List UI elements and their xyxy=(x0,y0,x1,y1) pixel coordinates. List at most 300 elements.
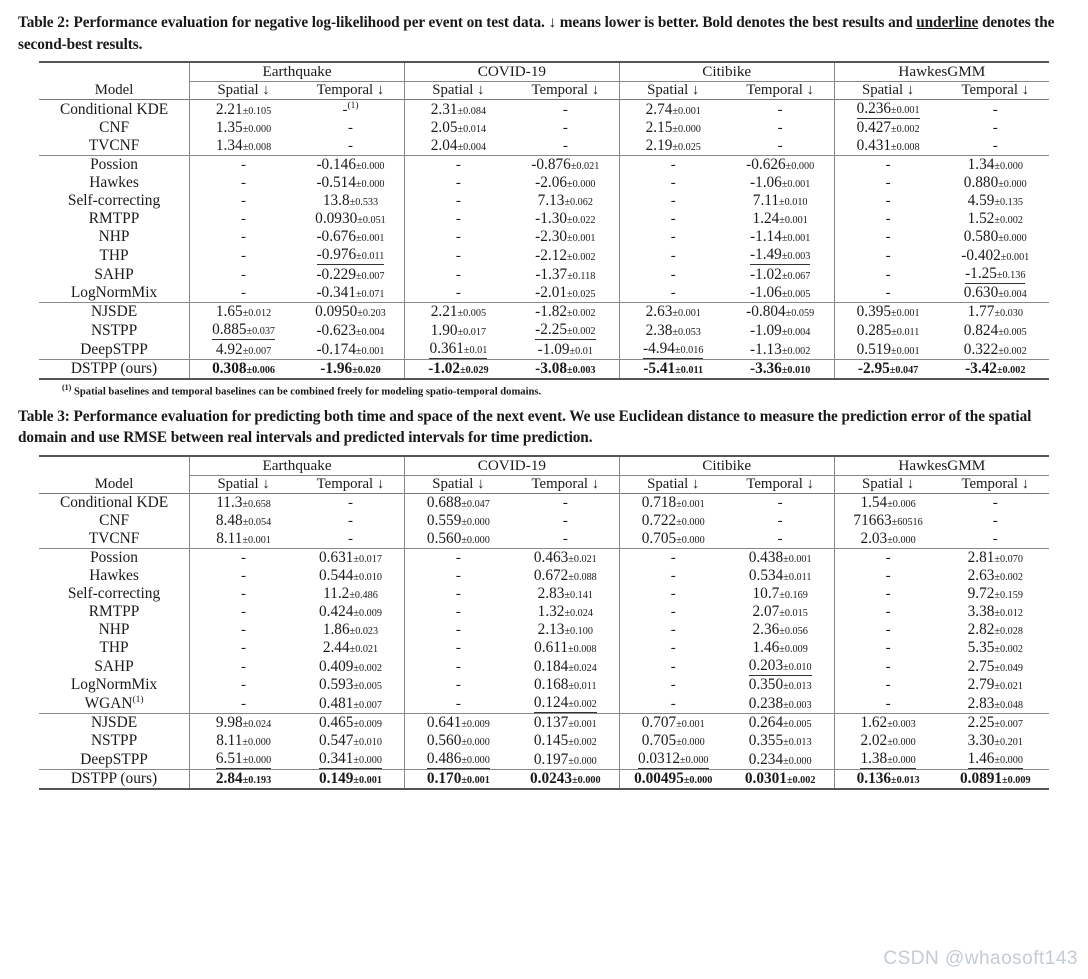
table2-value xyxy=(535,321,595,340)
table2-value xyxy=(538,192,593,210)
table2-value xyxy=(646,137,701,155)
table2-cell xyxy=(619,360,726,380)
table3-cell xyxy=(942,549,1049,568)
table3-cell xyxy=(404,714,511,733)
table3-empty-value: - xyxy=(455,658,461,675)
table3-row xyxy=(39,750,1049,770)
table2-value xyxy=(746,303,814,321)
table2-value xyxy=(968,303,1023,321)
table3-value-std: ±0.021 xyxy=(349,644,379,656)
table2-value xyxy=(531,156,599,174)
table2-value-mean: 2.74 xyxy=(645,100,673,118)
table3-empty-value: - xyxy=(992,495,998,512)
table2-empty-value: - xyxy=(455,175,461,192)
table3-value xyxy=(638,750,709,769)
table2-value xyxy=(216,119,271,137)
table3-value-std: ±0.047 xyxy=(461,499,490,511)
table2-model-name: NHP xyxy=(98,228,130,246)
table2-value-std: ±0.047 xyxy=(889,365,919,377)
table2-cell xyxy=(834,174,941,192)
table2-value-std: ±0.003 xyxy=(781,251,811,263)
table2-row xyxy=(39,137,1049,156)
table2-value-mean: -3.36 xyxy=(749,360,782,378)
table2-value-mean: -0.229 xyxy=(316,265,356,283)
table2-value-mean: -0.623 xyxy=(316,321,356,339)
table2-value-mean: 0.285 xyxy=(856,321,892,339)
table3-value-std: ±0.002 xyxy=(994,644,1023,656)
table3-value xyxy=(427,512,490,530)
table3-value-mean: 2.79 xyxy=(967,676,995,694)
table2-value-mean: -0.514 xyxy=(316,174,356,192)
table2-empty-value: - xyxy=(342,101,348,118)
table3-cell xyxy=(727,676,834,694)
table3-empty-value: - xyxy=(777,531,783,548)
table2-value xyxy=(858,360,918,378)
table2-cell xyxy=(404,174,511,192)
table3-value-std: ±0.010 xyxy=(353,737,382,749)
table3-value-mean: 2.81 xyxy=(967,549,995,567)
table3-value-mean: 0.341 xyxy=(319,750,354,768)
table2-empty-value: - xyxy=(455,247,461,264)
table3-value-mean: 8.11 xyxy=(216,530,243,548)
table2-cell xyxy=(512,246,619,265)
table3-value xyxy=(216,770,271,788)
table3-empty-value: - xyxy=(670,604,676,621)
table3-value-mean: 0.00495 xyxy=(634,770,684,788)
table3-cell xyxy=(619,530,726,549)
table2-value-mean: 0.885 xyxy=(212,321,247,339)
table3-value-std: ±0.028 xyxy=(994,626,1023,638)
table2-row xyxy=(39,228,1049,246)
table3-cell xyxy=(404,549,511,568)
table2-cell xyxy=(190,228,297,246)
table3-model-name: Hawkes xyxy=(89,567,139,585)
table3-cell xyxy=(512,494,619,513)
table2-value xyxy=(316,341,384,359)
table3-value-mean: 2.75 xyxy=(967,657,995,675)
table2-value xyxy=(323,192,378,210)
table2-metric-header-row xyxy=(39,82,1049,100)
table3-value-std: ±0.007 xyxy=(994,719,1023,731)
table2-empty-value: - xyxy=(670,229,676,246)
table2-model-name: DeepSTPP xyxy=(80,340,148,358)
table3-cell xyxy=(619,494,726,513)
table3-value xyxy=(538,585,593,603)
table2-empty-value: - xyxy=(670,266,676,283)
table2-value xyxy=(750,322,810,340)
table2-empty-value: - xyxy=(885,175,891,192)
table3-empty-value: - xyxy=(885,640,891,657)
table3-model-name: NSTPP xyxy=(90,732,138,750)
table2-caption-prefix: Table 2: Performance evaluation for negative log-likelihood per event on test data. ↓ means lower is better. Bold denotes the best results and xyxy=(18,14,917,31)
table3-value-std: ±0.007 xyxy=(353,699,382,711)
table3-value xyxy=(753,639,808,657)
table2-row xyxy=(39,321,1049,340)
table2-value xyxy=(317,246,385,265)
table3-value xyxy=(642,494,705,512)
table3-value-std: ±0.002 xyxy=(568,699,597,711)
table2-cell xyxy=(727,174,834,192)
table3-value xyxy=(968,714,1023,732)
table2-value-std: ±0.533 xyxy=(349,197,379,209)
table2-cell xyxy=(834,228,941,246)
table3-value-mean: 0.197 xyxy=(533,750,569,768)
table3-row xyxy=(39,657,1049,676)
table2-value-std: ±0.001 xyxy=(355,233,385,245)
table3-value-mean: 0.350 xyxy=(748,676,784,694)
table2-cell xyxy=(942,192,1049,210)
table2-empty-value: - xyxy=(241,285,247,302)
table2-row xyxy=(39,100,1049,120)
table2-value-mean: -3.08 xyxy=(535,360,567,378)
table2-value-std: ±0.004 xyxy=(998,289,1027,301)
table2-model-name: Conditional KDE xyxy=(39,100,190,120)
table3-value-std: ±0.015 xyxy=(779,608,808,620)
table3-cell xyxy=(942,694,1049,714)
table3-value xyxy=(534,732,597,750)
table3-value-mean: 1.46 xyxy=(967,750,995,768)
table3-caption: Table 3: Performance evaluation for predicting both time and space of the next event. We use Euclidean distance to measure the prediction error of the spatial domain and use RMSE between real intervals and predicted intervals for time prediction. xyxy=(18,407,1032,447)
table2-cell xyxy=(297,156,404,175)
table2-value xyxy=(750,174,810,192)
table3-cell xyxy=(404,530,511,549)
table3-row xyxy=(39,621,1049,639)
table2-empty-value: - xyxy=(992,101,998,118)
table3-value xyxy=(319,750,382,769)
table2-value xyxy=(535,266,595,284)
table3-empty-value: - xyxy=(562,531,568,548)
table2-cell xyxy=(190,340,297,360)
table2-model-name: TVCNF xyxy=(88,137,140,155)
table3-dataset-covid-19: COVID-19 xyxy=(404,456,619,476)
table2-cell xyxy=(942,303,1049,322)
table3-value-std: ±0.001 xyxy=(783,554,812,566)
table2-cell xyxy=(619,265,726,284)
table3-value xyxy=(216,530,271,548)
table3-value xyxy=(530,770,601,788)
table2-value xyxy=(212,360,275,378)
table3-cell xyxy=(619,567,726,585)
table3-value xyxy=(745,770,816,788)
table3-value xyxy=(427,714,490,732)
table2-value-mean: 0.361 xyxy=(429,340,464,358)
table3-value xyxy=(753,603,808,621)
table2-value xyxy=(535,247,595,265)
table2-value xyxy=(750,341,810,359)
table3-cell xyxy=(942,567,1049,585)
table3-value-mean: 11.3 xyxy=(216,494,243,512)
table2-value xyxy=(535,174,595,192)
table3-cell xyxy=(619,657,726,676)
table3-model-name: Self-correcting xyxy=(67,585,161,603)
table3-value-mean: 0.0312 xyxy=(637,750,681,768)
table3-cell xyxy=(619,639,726,657)
table3-cell xyxy=(727,639,834,657)
table3-cell xyxy=(297,770,404,790)
table2-cell xyxy=(297,174,404,192)
table2-empty-value: - xyxy=(241,157,247,174)
table3-model-name: TVCNF xyxy=(88,530,140,548)
table2-cell xyxy=(297,192,404,210)
table2-value xyxy=(968,192,1023,210)
table3-value-mean: 0.486 xyxy=(426,750,462,768)
table2-cell xyxy=(512,137,619,156)
table2-value xyxy=(646,322,701,340)
table3-value xyxy=(968,732,1023,750)
table3-value-mean: 0.238 xyxy=(748,694,784,712)
table2-value-std: ±0.012 xyxy=(242,308,272,320)
table2-value-mean: 0.580 xyxy=(963,228,999,246)
table2-cell xyxy=(942,284,1049,303)
table3-row xyxy=(39,639,1049,657)
table3-value xyxy=(968,750,1023,769)
table3-cell xyxy=(190,549,297,568)
table2-empty-value: - xyxy=(670,175,676,192)
table2-value xyxy=(431,322,486,340)
table3-value xyxy=(216,714,271,732)
table2-value-std: ±0.011 xyxy=(675,365,704,377)
table3-value-mean: 0.705 xyxy=(641,732,677,750)
footnote-text: Spatial baselines and temporal baselines can be combined freely for modeling spatio-temporal domains. xyxy=(73,386,542,398)
table3-value xyxy=(968,676,1023,694)
table3-value-mean: 0.264 xyxy=(748,714,784,732)
table3-empty-value: - xyxy=(885,695,891,712)
table3-row xyxy=(39,494,1049,513)
table3-cell xyxy=(512,657,619,676)
table2-cell xyxy=(297,265,404,284)
table2-value-mean: 0.236 xyxy=(856,100,892,118)
table3-value-mean: 0.0301 xyxy=(744,770,787,788)
table2-value-mean: 1.90 xyxy=(430,321,458,339)
table3-value xyxy=(534,751,597,769)
table3-value-std: ±0.021 xyxy=(994,681,1023,693)
table3-empty-value: - xyxy=(455,695,461,712)
table2-cell xyxy=(834,210,941,228)
table3-cell xyxy=(619,732,726,750)
table3-empty-value: - xyxy=(241,550,247,567)
table3-value xyxy=(860,530,915,548)
table3-cell xyxy=(727,585,834,603)
table2-cell xyxy=(619,210,726,228)
table3-cell xyxy=(190,714,297,733)
table3-value-std: ±0.000 xyxy=(568,755,597,767)
table2-cell xyxy=(834,156,941,175)
table2-footnote xyxy=(62,383,1070,399)
table2-value-std: ±0.01 xyxy=(463,345,488,357)
table3-value-mean: 0.722 xyxy=(641,512,677,530)
table2-dataset-header-row xyxy=(39,62,1049,82)
table3-value xyxy=(749,676,812,694)
table2-value-std: ±0.002 xyxy=(998,345,1027,357)
table3-value xyxy=(753,621,808,639)
table2-model-name: Hawkes xyxy=(89,174,139,192)
table2-value xyxy=(968,210,1023,228)
table3-colheader-covid-19-temporal: Temporal ↓ xyxy=(531,476,600,493)
table3-cell xyxy=(190,494,297,513)
table3-value-std: ±0.002 xyxy=(353,662,382,674)
table2-cell xyxy=(512,119,619,137)
table2-value xyxy=(643,340,703,359)
table2-value-std: ±0.004 xyxy=(355,326,385,338)
table3-value-std: ±0.005 xyxy=(783,719,812,731)
table3-row xyxy=(39,603,1049,621)
table3-value-std: ±0.013 xyxy=(783,681,812,693)
table2-value xyxy=(750,360,810,378)
table2-empty-value: - xyxy=(241,247,247,264)
table3-value-mean: 2.83 xyxy=(967,694,995,712)
table3-value-std: ±0.011 xyxy=(568,681,597,693)
table2-cell xyxy=(297,321,404,340)
table3-cell xyxy=(834,714,941,733)
table3-value-std: ±0.658 xyxy=(242,499,271,511)
table3-value-std: ±0.009 xyxy=(353,608,382,620)
table2-model-name: DSTPP (ours) xyxy=(39,360,190,380)
table2-cell xyxy=(297,340,404,360)
table3-colheader-earthquake-spatial: Spatial ↓ xyxy=(190,476,297,494)
table2-value-std: ±0.001 xyxy=(781,179,811,191)
table2-row xyxy=(39,284,1049,303)
table3-cell xyxy=(297,494,404,513)
table3-cell xyxy=(942,603,1049,621)
table2-empty-value: - xyxy=(241,175,247,192)
table3-value xyxy=(319,603,382,621)
table2-cell xyxy=(297,210,404,228)
table2-value-mean: -0.626 xyxy=(746,156,786,174)
table3-cell xyxy=(297,567,404,585)
table3-value-mean: 2.44 xyxy=(322,639,350,657)
table3-empty-value: - xyxy=(885,550,891,567)
table3-value-std: ±0.000 xyxy=(680,755,709,767)
table3-value xyxy=(642,512,705,530)
table3-value-std: ±0.000 xyxy=(887,755,916,767)
table3-value xyxy=(319,732,382,750)
table2-cell xyxy=(404,137,511,156)
table2-value-std: ±0.000 xyxy=(355,161,385,173)
table3-value xyxy=(534,567,597,585)
table2-value-mean: 7.11 xyxy=(752,192,779,210)
table3-empty-value: - xyxy=(670,550,676,567)
table2-model-name: Possion xyxy=(39,156,190,175)
table3-value-std: ±0.000 xyxy=(461,755,490,767)
table2-cell xyxy=(190,119,297,137)
table3-value xyxy=(534,658,597,676)
table2-cell xyxy=(297,303,404,322)
table2-cell xyxy=(404,156,511,175)
table3-colheader-hawkesgmm-temporal: Temporal ↓ xyxy=(961,476,1030,493)
table2-value-std: ±0.001 xyxy=(891,105,920,117)
table3-value-mean: 0.481 xyxy=(319,694,354,712)
table2-empty-value: - xyxy=(670,247,676,264)
table3-value-std: ±0.000 xyxy=(887,737,916,749)
table3-cell xyxy=(727,714,834,733)
table3-empty-value: - xyxy=(455,640,461,657)
table3-value-mean: 0.234 xyxy=(748,750,784,768)
table3-value-mean: 1.86 xyxy=(322,621,350,639)
table3-model-name: WGAN$^{(1)}$ xyxy=(84,694,144,712)
table3-value-mean: 2.36 xyxy=(752,621,780,639)
table3-value-std: ±0.000 xyxy=(676,535,705,547)
table3-value xyxy=(642,530,705,548)
table2-cell xyxy=(834,100,941,120)
table2-value-std: ±0.017 xyxy=(457,326,487,338)
table2-cell xyxy=(297,284,404,303)
table3-value-std: ±0.000 xyxy=(353,755,382,767)
table3-cell xyxy=(404,639,511,657)
table2-value-std: ±0.014 xyxy=(457,124,487,136)
table3-model-name: Possion xyxy=(39,549,190,568)
table3-value-std: ±0.009 xyxy=(353,719,382,731)
table3-value xyxy=(853,512,922,530)
table3-colheader-citibike-temporal: Temporal ↓ xyxy=(746,476,814,493)
table3-empty-value: - xyxy=(670,640,676,657)
table2-value-std: ±0.000 xyxy=(242,124,272,136)
table2-model-name: RMTPP xyxy=(88,210,140,228)
table2-value xyxy=(431,101,486,119)
table3-model-name: NHP xyxy=(98,621,130,639)
table2-value-mean: 0.0950 xyxy=(315,303,358,321)
table3-cell xyxy=(512,549,619,568)
table2-value-std: ±0.135 xyxy=(994,197,1023,209)
table2-colheader-citibike-spatial: Spatial ↓ xyxy=(619,82,726,100)
table3-model-name: THP xyxy=(99,639,129,657)
table3-value-std: ±0.008 xyxy=(567,644,597,656)
table3-cell xyxy=(942,714,1049,733)
watermark: CSDN @whaosoft143 xyxy=(883,948,1078,969)
table3-value-mean: 0.149 xyxy=(319,770,354,788)
table2-header-corner xyxy=(39,62,190,82)
table3-value xyxy=(534,714,597,732)
table2-value-std: ±0.007 xyxy=(355,270,385,282)
table3-value xyxy=(749,714,812,732)
table2-cell xyxy=(297,246,404,265)
table3-cell xyxy=(727,770,834,790)
table3-value-std: ±0.010 xyxy=(783,662,812,674)
table2-value-mean: -0.804 xyxy=(746,303,786,321)
table2-cell xyxy=(942,360,1049,380)
table2-value-std: ±0.01 xyxy=(569,345,593,357)
table2-value-mean: 2.05 xyxy=(430,119,458,137)
table3-cell xyxy=(942,585,1049,603)
table2-empty-value: - xyxy=(885,211,891,228)
table3-cell xyxy=(512,621,619,639)
table3-value-std: ±0.000 xyxy=(572,775,601,787)
table3-value-std: ±0.003 xyxy=(887,719,916,731)
table2-value xyxy=(535,360,595,378)
table3-value-mean: 2.13 xyxy=(537,621,565,639)
table2-value-mean: 1.35 xyxy=(215,119,243,137)
table3-empty-value: - xyxy=(241,677,247,694)
table3-dataset-citibike: Citibike xyxy=(619,456,834,476)
table2-value xyxy=(216,303,271,321)
table2-value-mean: -1.96 xyxy=(320,360,353,378)
table2-cell xyxy=(727,340,834,360)
table2-value xyxy=(646,303,701,321)
table3-cell xyxy=(404,621,511,639)
table3-value-std: ±0.000 xyxy=(676,517,705,529)
table3-dataset-hawkesgmm: HawkesGMM xyxy=(834,456,1049,476)
table2-value-std: ±0.010 xyxy=(779,197,808,209)
table3-value-std: ±0.000 xyxy=(676,737,705,749)
table2-value-mean: 0.395 xyxy=(856,303,892,321)
table2-value xyxy=(429,340,487,359)
table2-cell xyxy=(619,228,726,246)
table2-cell xyxy=(727,192,834,210)
table3-value-std: ±0.169 xyxy=(779,590,808,602)
table2-cell xyxy=(727,284,834,303)
table3-cell xyxy=(619,694,726,714)
table2-value xyxy=(964,228,1027,246)
table2-cell xyxy=(834,340,941,360)
